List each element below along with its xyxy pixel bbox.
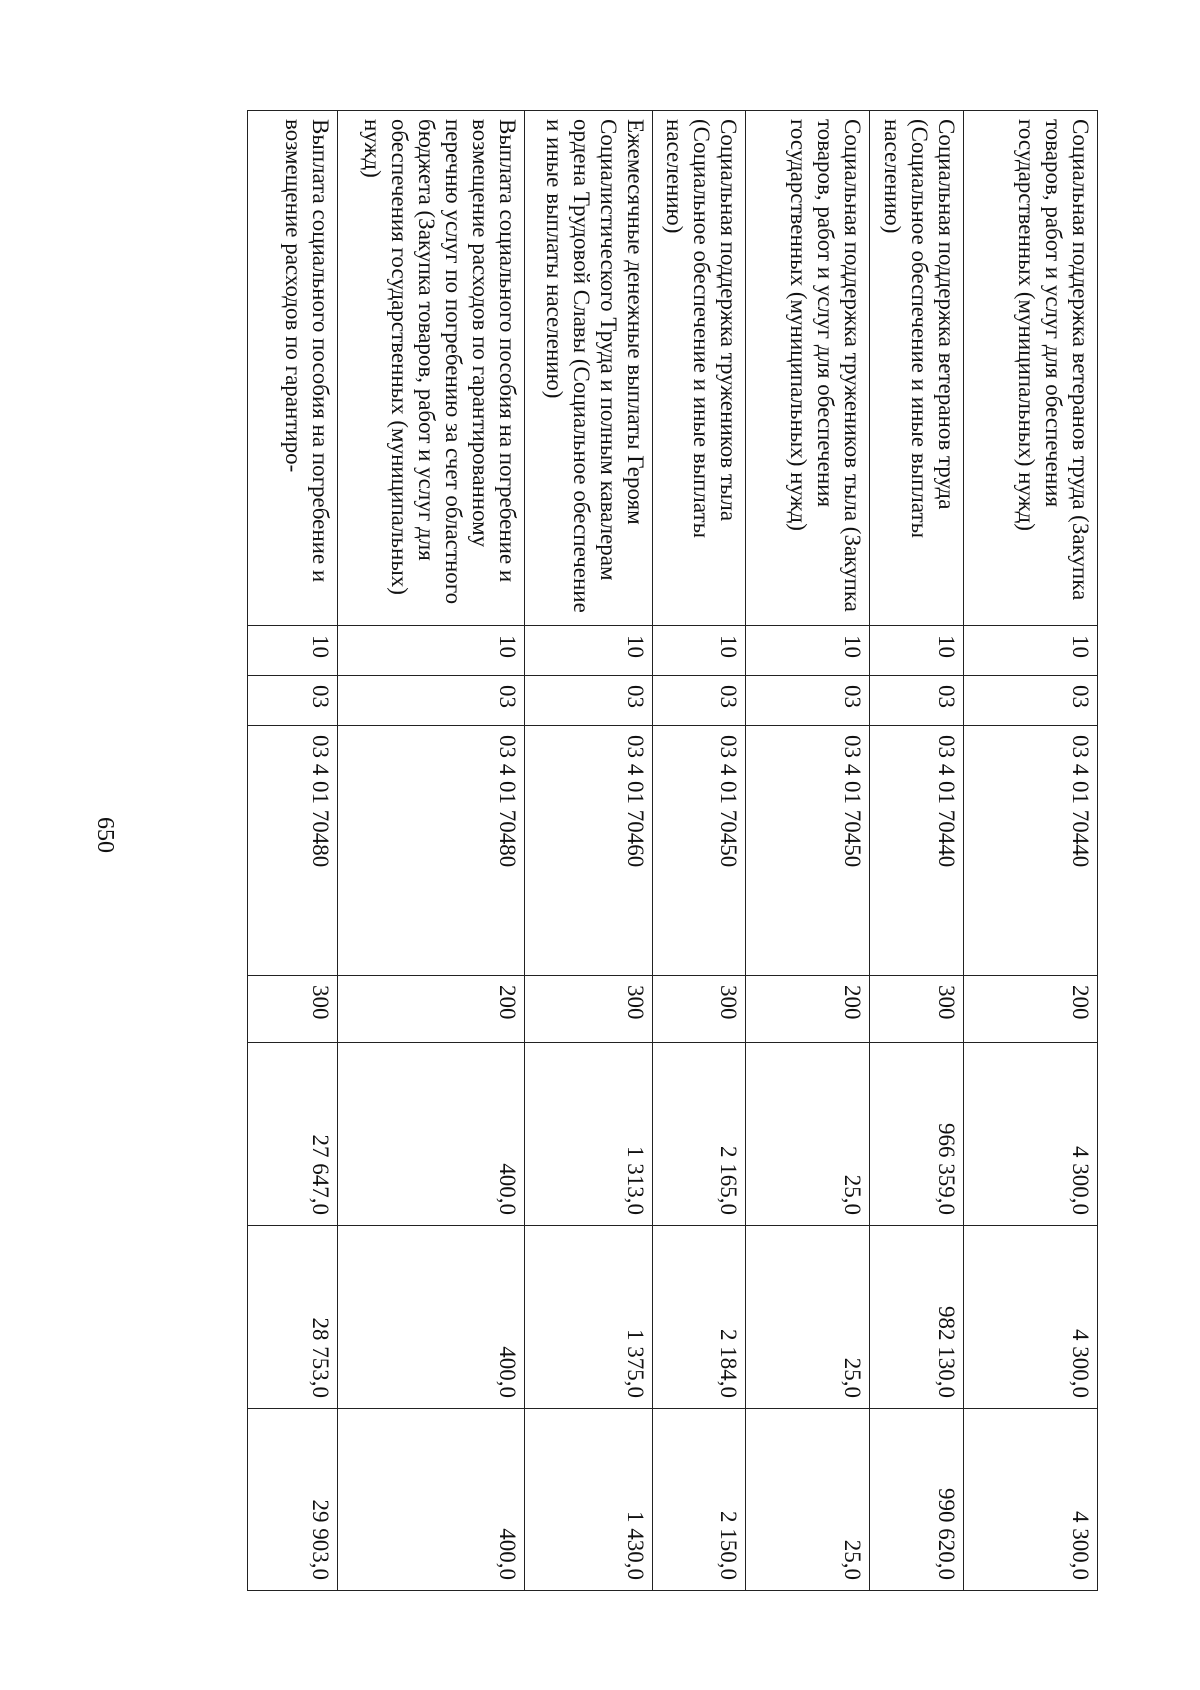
row-amount-1: 1 313,0 [525, 1043, 653, 1226]
row-name: Выплата социального пособия на погребение и возмещение расходов по гарантированному перечню услуг по погребению за счет областного бюджета (Закупка товаров, работ и услуг для обеспечения государственных (муниципальных) нужд) [338, 111, 525, 626]
row-amount-1: 27 647,0 [248, 1043, 338, 1226]
row-amount-2: 28 753,0 [248, 1226, 338, 1409]
row-section: 10 [248, 626, 338, 676]
row-target-article: 03 4 01 70440 [870, 726, 964, 976]
table-row [870, 111, 964, 1591]
row-subsection: 03 [870, 676, 964, 726]
row-amount-2: 25,0 [746, 1226, 870, 1409]
table-row [653, 111, 746, 1591]
row-amount-2: 4 300,0 [964, 1226, 1098, 1409]
row-amount-3: 400,0 [338, 1409, 525, 1591]
row-amount-2: 2 184,0 [653, 1226, 746, 1409]
row-section: 10 [338, 626, 525, 676]
row-expense-type: 200 [964, 976, 1098, 1043]
row-amount-2: 1 375,0 [525, 1226, 653, 1409]
table-row [746, 111, 870, 1591]
budget-table [247, 110, 1098, 1591]
row-target-article: 03 4 01 70460 [525, 726, 653, 976]
row-subsection: 03 [653, 676, 746, 726]
row-name: Социальная поддержка тружеников тыла (Закупка товаров, работ и услуг для обеспечения государственных (муниципальных) нужд) [746, 111, 870, 626]
row-section: 10 [525, 626, 653, 676]
budget-table-rotated [205, 110, 1098, 1590]
row-name: Социальная поддержка ветеранов труда (Закупка товаров, работ и услуг для обеспечения государственных (муниципальных) нужд) [964, 111, 1098, 626]
row-amount-1: 966 359,0 [870, 1043, 964, 1226]
row-amount-1: 400,0 [338, 1043, 525, 1226]
row-subsection: 03 [525, 676, 653, 726]
row-subsection: 03 [248, 676, 338, 726]
row-subsection: 03 [338, 676, 525, 726]
row-section: 10 [746, 626, 870, 676]
row-name: Выплата социального пособия на погребение и возмещение расходов по гарантиро- [248, 111, 338, 626]
row-name: Ежемесячные денежные выплаты Героям Социалистического Труда и полным кавалерам ордена Трудовой Славы (Социальное обеспечение и иные выплаты населению) [525, 111, 653, 626]
table-row [525, 111, 653, 1591]
page-number: 650 [92, 817, 118, 853]
table-row [964, 111, 1098, 1591]
row-section: 10 [653, 626, 746, 676]
row-amount-2: 982 130,0 [870, 1226, 964, 1409]
row-section: 10 [870, 626, 964, 676]
row-name: Социальная поддержка тружеников тыла (Социальное обеспечение и иные выплаты населению) [653, 111, 746, 626]
row-section: 10 [964, 626, 1098, 676]
row-amount-2: 400,0 [338, 1226, 525, 1409]
row-amount-1: 4 300,0 [964, 1043, 1098, 1226]
row-target-article: 03 4 01 70450 [746, 726, 870, 976]
row-expense-type: 300 [248, 976, 338, 1043]
row-amount-3: 25,0 [746, 1409, 870, 1591]
row-target-article: 03 4 01 70480 [248, 726, 338, 976]
row-amount-3: 4 300,0 [964, 1409, 1098, 1591]
row-expense-type: 200 [338, 976, 525, 1043]
row-amount-3: 2 150,0 [653, 1409, 746, 1591]
row-expense-type: 300 [870, 976, 964, 1043]
row-amount-1: 25,0 [746, 1043, 870, 1226]
row-expense-type: 300 [525, 976, 653, 1043]
row-subsection: 03 [746, 676, 870, 726]
row-subsection: 03 [964, 676, 1098, 726]
row-target-article: 03 4 01 70440 [964, 726, 1098, 976]
row-target-article: 03 4 01 70480 [338, 726, 525, 976]
row-amount-3: 29 903,0 [248, 1409, 338, 1591]
row-amount-1: 2 165,0 [653, 1043, 746, 1226]
table-body [248, 111, 1098, 1591]
row-expense-type: 300 [653, 976, 746, 1043]
row-amount-3: 1 430,0 [525, 1409, 653, 1591]
table-row [338, 111, 525, 1591]
row-target-article: 03 4 01 70450 [653, 726, 746, 976]
row-name: Социальная поддержка ветеранов труда (Социальное обеспечение и иные выплаты населению) [870, 111, 964, 626]
row-amount-3: 990 620,0 [870, 1409, 964, 1591]
table-row [248, 111, 338, 1591]
row-expense-type: 200 [746, 976, 870, 1043]
